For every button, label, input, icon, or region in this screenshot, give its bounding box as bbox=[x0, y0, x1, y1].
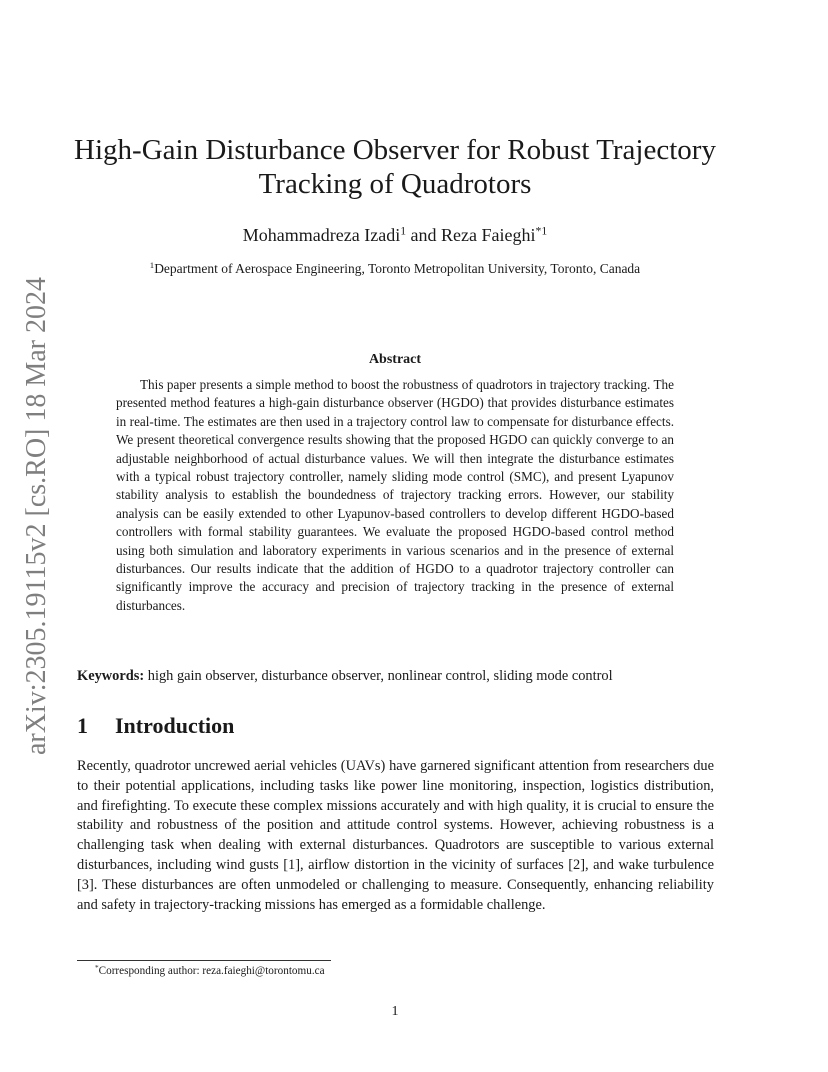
section-number: 1 bbox=[77, 713, 88, 738]
paper-title: High-Gain Disturbance Observer for Robust Trajectory Tracking of Quadrotors bbox=[74, 134, 716, 200]
affiliation-mark: 1 bbox=[400, 224, 407, 238]
affiliation-mark: 1 bbox=[149, 260, 155, 271]
abstract-text: This paper presents a simple method to boost the robustness of quadrotors in trajectory tracking. The presented method features a high-gain disturbance observer (HGDO) that provides disturbance estimates in real-time. The estimates are then used in a trajectory control law to compensate for disturbance effects. We present theoretical convergence results showing that the proposed HGDO can quickly converge to an adjustable neighborhood of actual disturbance values. We will then integrate the disturbance estimates with a typical robust trajectory controller, namely sliding mode control (SMC), and present Lyapunov stability analysis to establish the boundedness of trajectory tracking errors. However, our stability analysis can be easily extended to other Lyapunov-based controllers to develop different HGDO-based controllers with formal stability guarantees. We evaluate the proposed HGDO-based control method using both simulation and laboratory experiments in various scenarios and in the presence of external disturbances. Our results indicate that the addition of HGDO to a quadrotor trajectory controller can significantly improve the accuracy and precision of trajectory tracking in the presence of external disturbances. bbox=[116, 377, 674, 613]
intro-paragraph: Recently, quadrotor uncrewed aerial vehicles (UAVs) have garnered significant attention from researchers due to their potential applications, including tasks like power line monitoring, inspection, logistics distribution, and firefighting. To execute these complex missions accurately and with high quality, it is crucial to ensure the stability and robustness of the position and attitude control systems. However, achieving robustness is a challenging task when dealing with external disturbances. Quadrotors are susceptible to various external disturbances, including wind gusts [1], airflow distortion in the vicinity of surfaces [2], and wake turbulence [3]. These disturbances are often unmodeled or challenging to measure. Consequently, enhancing reliability and safety in trajectory-tracking missions has emerged as a formidable challenge. bbox=[77, 758, 714, 913]
footnote-text: Corresponding author: reza.faieghi@torontomu.ca bbox=[98, 965, 325, 977]
footnote bbox=[95, 964, 595, 978]
affiliation-text: Department of Aerospace Engineering, Toronto Metropolitan University, Toronto, Canada bbox=[154, 261, 641, 276]
footnote-rule bbox=[77, 960, 331, 961]
affiliation-mark: *1 bbox=[535, 224, 548, 238]
footnote-mark: * bbox=[95, 964, 99, 972]
section-heading bbox=[77, 712, 234, 740]
arxiv-identifier-stamp: arXiv:2305.19115v2 [cs.RO] 18 Mar 2024 bbox=[21, 276, 52, 755]
author-name: Reza Faieghi bbox=[441, 225, 536, 245]
page-number: 1 bbox=[391, 1004, 399, 1019]
keywords bbox=[77, 667, 717, 686]
keywords-text: high gain observer, disturbance observer, nonlinear control, sliding mode control bbox=[147, 668, 613, 684]
author-joiner: and bbox=[410, 225, 437, 245]
keywords-label: Keywords: bbox=[77, 668, 145, 684]
author-name: Mohammadreza Izadi bbox=[242, 225, 401, 245]
author-list bbox=[0, 224, 790, 246]
affiliation bbox=[0, 260, 790, 278]
section-title: Introduction bbox=[115, 713, 235, 738]
abstract-heading: Abstract bbox=[368, 352, 422, 367]
